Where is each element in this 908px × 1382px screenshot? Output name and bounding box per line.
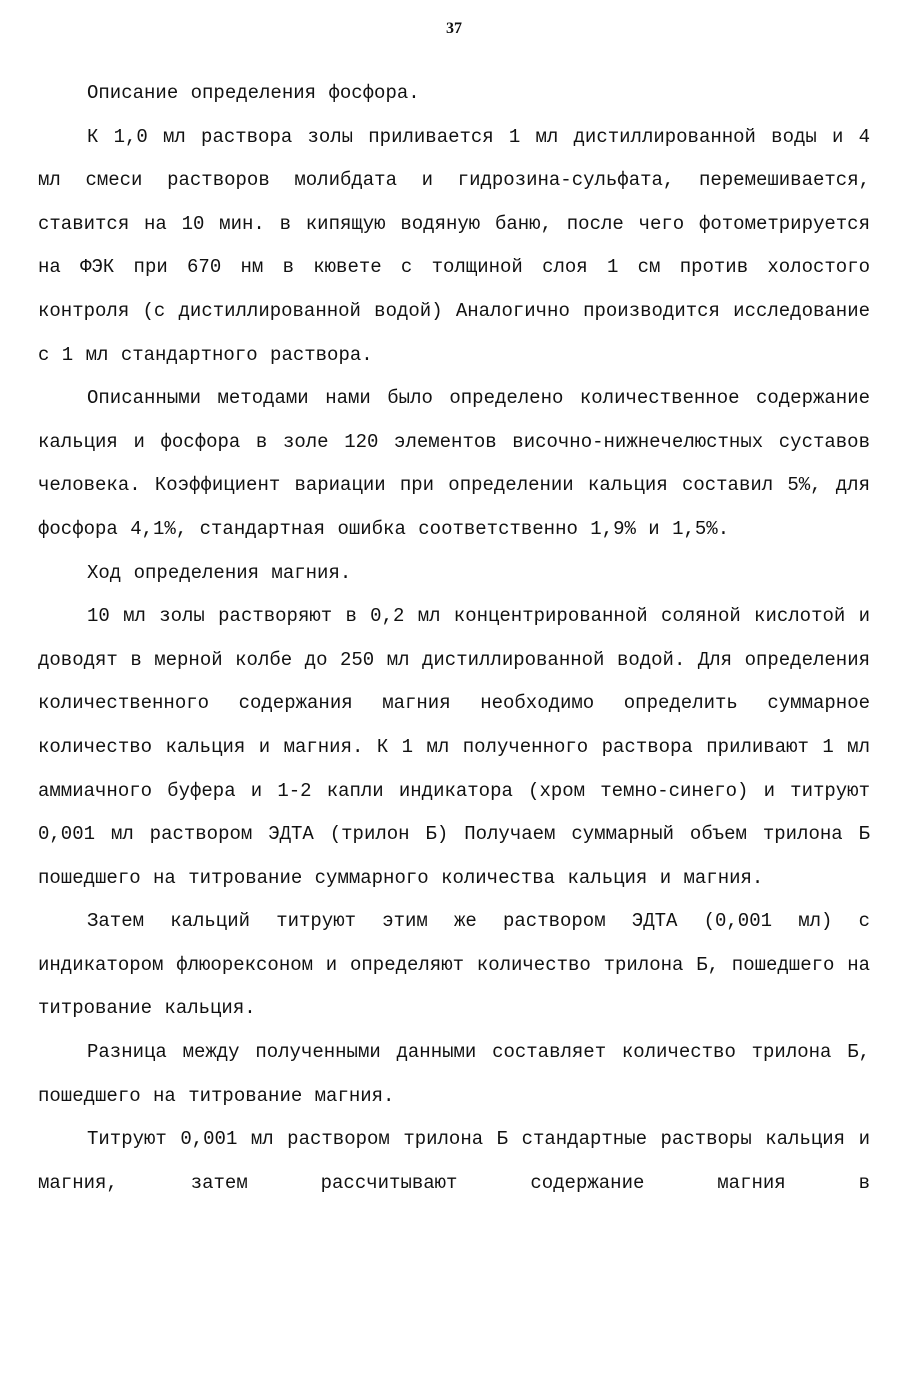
paragraph-results: Описанными методами нами было определено количественное содержание кальция и фосфора в золе 120 элементов височно-нижнечелюстных суставов человека. Коэффициент вариации при определении кальция составил 5%, для фосфора 4,1%, стандартная ошибка соответственно 1,9% и 1,5%. [38,387,870,540]
paragraph-calcium-titration: Затем кальций титруют этим же раствором ЭДТА (0,001 мл) с индикатором флюорексоном и определяют количество трилона Б, пошедшего на титрование кальция. [38,910,870,1020]
page-number: 37 [446,20,462,37]
paragraph-difference: Разница между полученными данными составляет количество трилона Б, пошедшего на титрование магния. [38,1041,870,1107]
paragraph-magnesium-method: 10 мл золы растворяют в 0,2 мл концентрированной соляной кислотой и доводят в мерной колбе до 250 мл дистиллированной водой. Для определения количественного содержания магния необходимо определить суммарное количество кальция и магния. К 1 мл полученного раствора приливают 1 мл аммиачного буфера и 1-2 капли индикатора (хром темно-синего) и титруют 0,001 мл раствором ЭДТА (трилон Б) Получаем суммарный объем трилона Б пошедшего на титрование суммарного количества кальция и магния. [38,605,870,889]
page-body [38,72,870,1205]
paragraph-standard-solutions: Титруют 0,001 мл раствором трилона Б стандартные растворы кальция и магния, затем рассчитывают содержание магния в [38,1128,870,1194]
paragraph-phosphorus-heading: Описание определения фосфора. [87,82,420,104]
paragraph-phosphorus-method: К 1,0 мл раствора золы приливается 1 мл дистиллированной воды и 4 мл смеси растворов молибдата и гидрозина-сульфата, перемешивается, ставится на 10 мин. в кипящую водяную баню, после чего фотометрируется на ФЭК при 670 нм в кювете с толщиной слоя 1 см против холостого контроля (с дистиллированной водой) Аналогично производится исследование с 1 мл стандартного раствора. [38,125,870,366]
paragraph-magnesium-heading: Ход определения магния. [87,561,352,584]
